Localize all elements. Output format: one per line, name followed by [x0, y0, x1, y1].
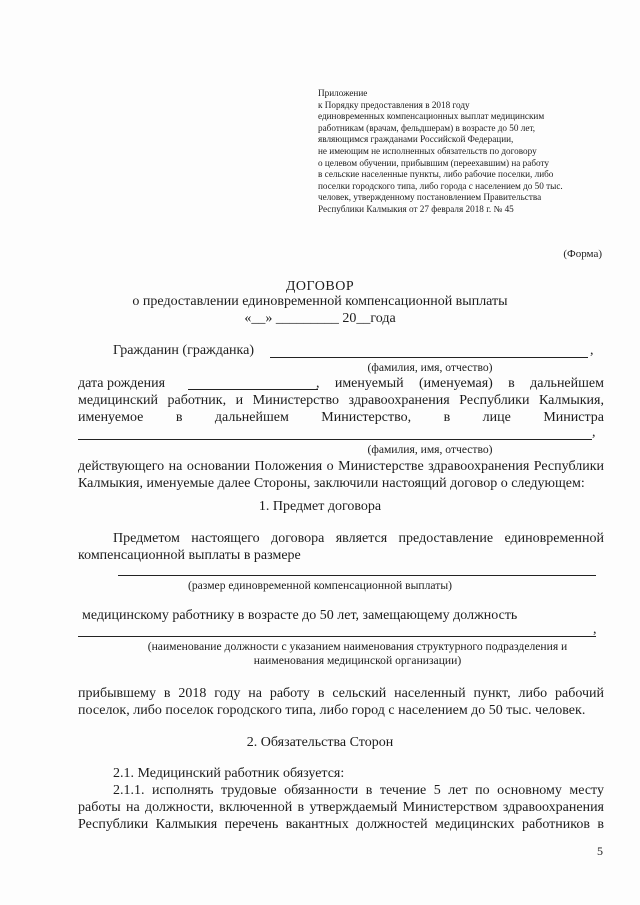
- appendix-line: Республики Калмыкия от 27 февраля 2018 г. № 45: [318, 203, 514, 214]
- clause-2-1-1: работы на должности, включенной в утверждаемый Министерством здравоохранения: [78, 800, 604, 815]
- appendix-line: единовременных компенсационных выплат медицинским: [318, 111, 545, 122]
- position-caption: наименования медицинской организации): [253, 654, 462, 667]
- position-field[interactable]: [78, 636, 596, 637]
- appendix-block: [318, 88, 618, 216]
- parties-line: Калмыкия, именуемые далее Стороны, заключили настоящий договор о следующем:: [78, 476, 585, 491]
- arrival-line: прибывшему в 2018 году на работу в сельский населенный пункт, либо рабочий: [78, 686, 604, 701]
- citizen-label: Гражданин (гражданка): [113, 343, 254, 358]
- parties-line: именуемое в дальнейшем Министерство, в лице Министра: [78, 410, 604, 425]
- appendix-line: о целевом обучении, прибывшим (переехавшим) на работу: [318, 157, 549, 168]
- appendix-line: в сельские населенные пункты, либо рабочие поселки, либо: [318, 169, 554, 180]
- section-2-heading: 2. Обязательства Сторон: [246, 735, 394, 750]
- amount-caption: (размер единовременной компенсационной выплаты): [188, 579, 452, 592]
- appendix-line: не имеющим не исполненных обязательств по договору: [318, 145, 537, 156]
- section-1-heading: 1. Предмет договора: [258, 499, 382, 514]
- arrival-line: поселок, либо поселок городского типа, либо город с населением до 50 тыс. человек.: [78, 703, 586, 718]
- birth-date-suffix: , именуемый (именуемая) в дальнейшем: [316, 376, 604, 391]
- document-date: «__» _________ 20__года: [244, 311, 396, 326]
- document-title: ДОГОВОР: [285, 279, 355, 294]
- form-label: (Форма): [563, 248, 602, 260]
- section-1-paragraph: компенсационной выплаты в размере: [78, 548, 301, 563]
- parties-line: действующего на основании Положения о Министерстве здравоохранения Республики: [78, 459, 604, 474]
- fio-caption: (фамилия, имя, отчество): [367, 361, 493, 374]
- appendix-line: Приложение: [318, 88, 368, 98]
- birth-date-label: дата рождения: [78, 376, 166, 391]
- appendix-line: являющимся гражданами Российской Федерации,: [318, 134, 514, 145]
- minister-name-field[interactable]: [78, 439, 592, 440]
- birth-date-field[interactable]: [188, 389, 318, 390]
- parties-line: медицинский работник, и Министерство здравоохранения Республики Калмыкия,: [78, 393, 604, 408]
- section-1-paragraph: Предметом настоящего договора является предоставление единовременной: [113, 531, 604, 546]
- comma: ,: [590, 343, 594, 358]
- comma: ,: [592, 425, 596, 440]
- appendix-line: человек, утвержденному постановлением Правительства: [318, 192, 542, 203]
- position-line: медицинскому работнику в возрасте до 50 лет, замещающему должность: [82, 608, 518, 623]
- position-caption: (наименование должности с указанием наименования структурного подразделения и: [147, 640, 568, 653]
- document-subtitle: о предоставлении единовременной компенсационной выплаты: [132, 294, 508, 309]
- citizen-name-field[interactable]: [270, 357, 588, 358]
- amount-field[interactable]: [118, 575, 596, 576]
- page-number: 5: [597, 844, 603, 858]
- appendix-line: работникам (врачам, фельдшерам) в возрасте до 50 лет,: [318, 122, 536, 133]
- clause-2-1: 2.1. Медицинский работник обязуется:: [113, 766, 345, 781]
- appendix-line: поселки городского типа, либо города с населением до 50 тыс.: [318, 180, 563, 191]
- fio-caption: (фамилия, имя, отчество): [367, 443, 493, 456]
- comma: ,: [593, 622, 597, 637]
- appendix-line: к Порядку предоставления в 2018 году: [318, 99, 470, 110]
- clause-2-1-1: Республики Калмыкия перечень вакантных должностей медицинских работников в: [78, 817, 604, 832]
- clause-2-1-1: 2.1.1. исполнять трудовые обязанности в течение 5 лет по основному месту: [113, 783, 604, 798]
